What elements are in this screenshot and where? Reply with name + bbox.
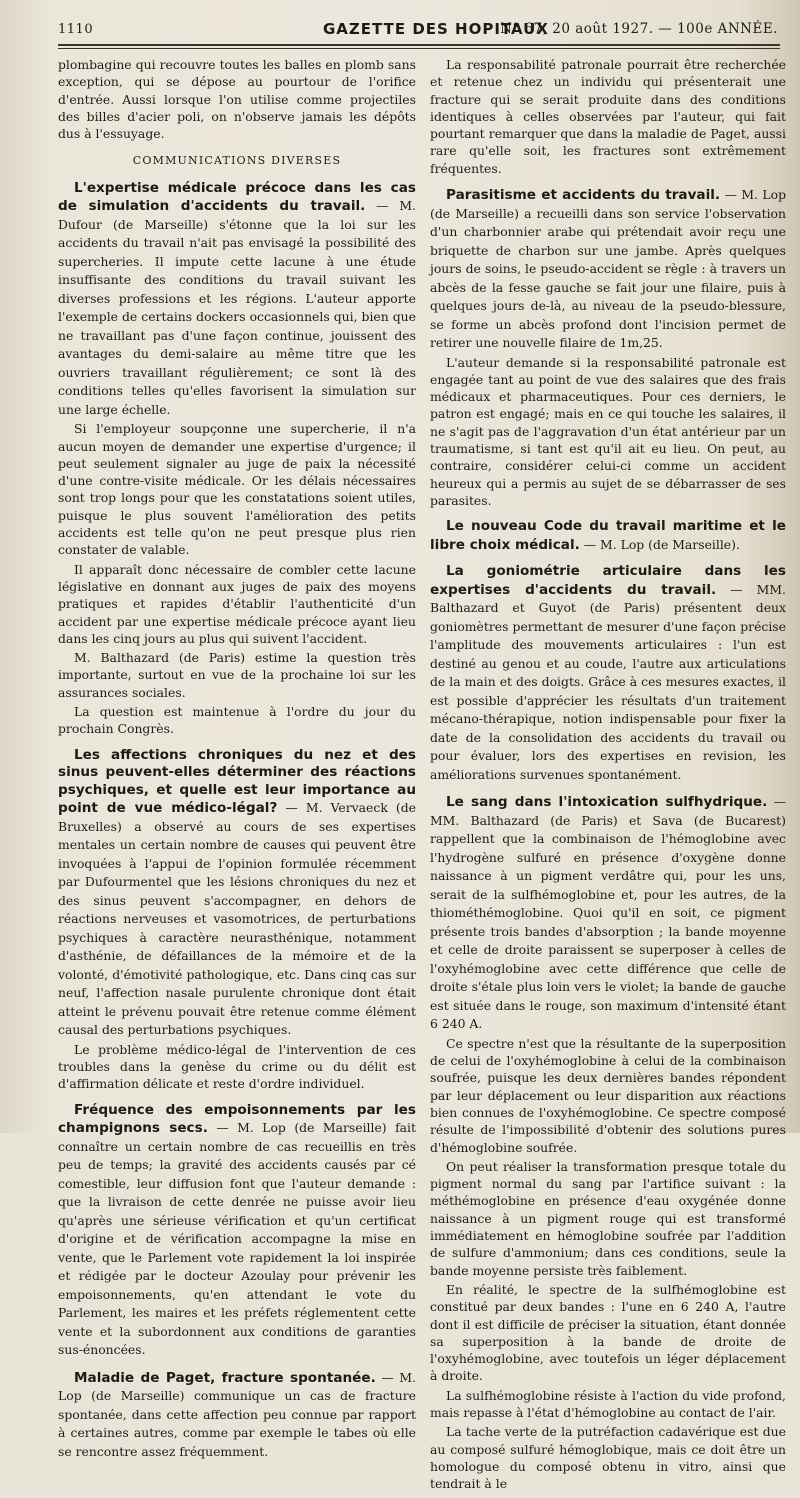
- article-lead: — M. Dufour (de Marseille) s'étonne que la loi sur les accidents du travail n'ait pas envisagé la possibilité des supercheries. Il impute cette lacune à une étude insuffisante des conditions du travail suivant les diverses professions et les régions. L'auteur apporte l'exemple de certains dockers occasionnels qui, bien que ne travaillant pas d'une façon continue, jouissent des avantages du demi-salaire au même titre que les ouvriers travaillant régulièrement; ce sont là des conditions telles qu'elles favorisent la simulation sur une large échelle.: [58, 198, 416, 417]
- article-heading: [58, 1102, 416, 1360]
- right-column: [430, 56, 786, 1498]
- article-title: Maladie de Paget, fracture spontanée.: [74, 1369, 376, 1386]
- article-heading: [58, 1369, 416, 1462]
- article-heading: [58, 180, 416, 420]
- article-affections-nez: [58, 747, 416, 1093]
- article-heading: [430, 793, 786, 1034]
- article-title: La goniométrie articulaire dans les expertises d'accidents du travail.: [430, 563, 786, 598]
- article-title: Les affections chroniques du nez et des sinus peuvent-elles déterminer des réactions psychiques, et quelle est leur importance au point de vue médico-légal?: [58, 746, 416, 817]
- article-lead: — M. Lop (de Marseille) a recueilli dans son service l'observation d'un charbonnier arabe qui prétendait avoir reçu une briquette de charbon sur une jambe. Après quelques jours de soins, le pseudo-accident se règle : à travers un abcès de la fesse gauche se fait jour une filaire, puis à quelques jours de-là, au niveau de la pseudo-blessure, se forme un abcès profond dont l'incision permet de retirer une nouvelle filaire de 1m,25.: [430, 187, 786, 351]
- article-expertise-precoce: [58, 180, 416, 738]
- paragraph: Si l'employeur soupçonne une supercherie, il n'a aucun moyen de demander une expertise d'urgence; il peut seulement signaler au juge de paix la nécessité d'une contre-visite médicale. Or les délais nécessaires sont trop longs pour que les constatations soient utiles, puisque le plus souvent l'amélioration des petits accidents est telle qu'on ne peut presque plus rien constater de valable.: [58, 421, 416, 558]
- issue-info: N° 67, 20 août 1927. — 100e ANNÉE.: [500, 21, 778, 37]
- header-rule: [58, 44, 780, 46]
- paragraph: Ce spectre n'est que la résultante de la superposition de celui de l'oxyhémoglobine à celui de la combinaison soufrée, puisque les deux dernières bandes répondent par leur déplacement ou leur disparition aux réactions bien connues de l'oxyhémoglobine. Ce spectre composé résulte de l'impossibilité d'obtenir des solutions pures d'hémoglobine soufrée.: [430, 1035, 786, 1155]
- article-heading: [58, 747, 416, 1040]
- article-lead: — M. Vervaeck (de Bruxelles) a observé au cours de ses expertises mentales un certain nombre de causes qui peuvent être invoquées à l'appui de l'opinion formulée récemment par Dufourmentel que les lésions chroniques du nez et des sinus peuvent s'accompagner, en dehors de réactions nerveuses et vasomotrices, de perturbations psychiques à caractère neurasthénique, notamment d'asthénie, de défaillances de la mémoire et de la volonté, d'émotivité pathologique, etc. Dans cinq cas sur neuf, l'affection nasale purulente chronique dont était atteint le prévenu pouvait être retenue comme élément causal des perturbations psychiques.: [58, 800, 416, 1038]
- article-lead: — MM. Balthazard (de Paris) et Sava (de Bucarest) rappellent que la combinaison de l'hémoglobine avec l'hydrogène sulfuré en présence d'oxygène donne naissance à un pigment verdâtre qui, pour les uns, serait de la sulfhémoglobine et, pour les autres, de la thiométhémoglobine. Quoi qu'il en soit, ce pigment présente trois bandes d'absorption ; la bande moyenne et celle de droite paraissent se superposer à celles de l'oxyhémoglobine avec cette différence que celle de droite s'étale plus loin vers le violet; la bande de gauche est située dans le rouge, son maximum d'intensité étant 6 240 A.: [430, 794, 786, 1032]
- paragraph: On peut réaliser la transformation presque totale du pigment normal du sang par l'artifice suivant : la méthémoglobine en présence d'eau oxygénée donne naissance à un pigment rouge qui est transformé immédiatement en hémoglobine soufrée par l'addition de sulfure d'ammonium; dans ces conditions, seule la bande moyenne persiste très faiblement.: [430, 1158, 786, 1278]
- article-heading: [430, 563, 786, 784]
- journal-title: GAZETTE DES HOPITAUX: [323, 20, 549, 38]
- paragraph: La sulfhémoglobine résiste à l'action du vide profond, mais repasse à l'état d'hémoglobine au contact de l'air.: [430, 1387, 786, 1420]
- paragraph: En réalité, le spectre de la sulfhémoglobine est constitué par deux bandes : l'une en 6 240 A, l'autre dont il est difficile de préciser la situation, étant donnée sa superposition à la bande de droite de l'oxyhémoglobine, avec toutefois un léger déplacement à droite.: [430, 1281, 786, 1384]
- article-title: Le nouveau Code du travail maritime et le libre choix médical.: [430, 518, 786, 553]
- article-title: L'expertise médicale précoce dans les cas de simulation d'accidents du travail.: [58, 179, 416, 215]
- article-lead: — M. Lop (de Marseille) communique un cas de fracture spontanée, dans cette affection peu connue par rapport à certaines autres, comme par exemple le tabes où elle se rencontre assez fréquemment.: [58, 1369, 416, 1459]
- page-number: 1110: [58, 22, 94, 37]
- article-goniometrie: [430, 563, 786, 784]
- article-title: Fréquence des empoisonnements par les champignons secs.: [58, 1101, 416, 1137]
- page-header: [58, 18, 778, 42]
- article-code-maritime: [430, 518, 786, 554]
- paragraph: Le problème médico-légal de l'intervention de ces troubles dans la genèse du crime ou du délit est d'affirmation délicate et reste d'ordre individuel.: [58, 1041, 416, 1092]
- article-title: Parasitisme et accidents du travail.: [446, 187, 721, 204]
- article-parasitisme: [430, 186, 786, 509]
- right-intro-paragraph: La responsabilité patronale pourrait être recherchée et retenue chez un individu qui présenterait une fracture qui se serait produite dans des conditions identiques à celles observées par l'auteur, qui fait pourtant remarquer que dans la maladie de Paget, aussi rare qu'elle soit, les fractures sont extrêmement fréquentes.: [430, 57, 786, 176]
- paragraph: M. Balthazard (de Paris) estime la question très importante, surtout en vue de la prochaine loi sur les assurances sociales.: [58, 650, 416, 700]
- article-lead: — M. Lop (de Marseille) fait connaître un certain nombre de cas recueillis en très peu de temps; la gravité des accidents causés par cé comestible, leur diffusion font que l'auteur demande : que la livraison de cette denrée ne puisse avoir lieu qu'après une sérieuse vérification et qu'un certificat d'origine et de vérification accompagne la mise en vente, que le Parlement vote rapidement la loi inspirée et rédigée par le docteur Azoulay pour prévenir les empoisonnements, qu'en attendant le vote du Parlement, les maires et les préfets réglementent cette vente et la subordonnent aux conditions de garanties sus-énoncées.: [58, 1120, 416, 1358]
- article-sang-sulfhydrique: [430, 793, 786, 1492]
- left-intro-paragraph: plombagine qui recouvre toutes les balles en plomb sans exception, qui se dépose au pourtour de l'orifice d'entrée. Aussi lorsque l'on utilise comme projectiles des billes d'acier poli, on n'observe jamais les dépôts dus à l'essuyage.: [58, 57, 416, 142]
- article-heading: [430, 518, 786, 554]
- header-rule-thin: [58, 48, 780, 49]
- paragraph: L'auteur demande si la responsabilité patronale est engagée tant au point de vue des salaires que des frais médicaux et pharmaceutiques. Pour ces derniers, le patron est engagé; mais en ce qui touche les salaires, il ne s'agit pas de l'aggravation d'un état antérieur par un traumatisme, si tant est qu'il ait eu lieu. On peut, au contraire, considérer celui-ci comme un accident heureux qui a permis au sujet de se débarrasser de ses parasites.: [430, 354, 786, 508]
- article-champignons: [58, 1102, 416, 1360]
- article-heading: [430, 186, 786, 353]
- article-title: Le sang dans l'intoxication sulfhydrique.: [446, 794, 768, 811]
- article-paget: [58, 1369, 416, 1462]
- section-title: COMMUNICATIONS DIVERSES: [132, 154, 342, 168]
- article-lead: — M. Lop (de Marseille).: [579, 536, 740, 552]
- article-lead: — MM. Balthazard et Guyot (de Paris) présentent deux goniomètres permettant de mesurer d'une façon précise l'amplitude des mouvements articulaires : l'un est destiné au genou et au coude, l'autre aux articulations de la main et des doigts. Grâce à ces mesures exactes, il est possible d'apprécier les résultats d'un traitement mécano-thérapique, notion indispensable pour fixer la date de la consolidation des accidents du travail ou pour évaluer, lors des expertises en revision, les améliorations survenues spontanément.: [430, 581, 786, 782]
- paragraph: Il apparaît donc nécessaire de combler cette lacune législative en donnant aux juges de paix des moyens pratiques et rapides d'établir l'authenticité d'un accident par une expertise médicale précoce ayant lieu dans les cinq jours au plus qui suivent l'accident.: [58, 561, 416, 646]
- paragraph: La tache verte de la putréfaction cadavérique est due au composé sulfuré hémoglobique, mais ce doit être un homologue du composé obtenu in vitro, ainsi que tendrait à le: [430, 1424, 786, 1492]
- paragraph: La question est maintenue à l'ordre du jour du prochain Congrès.: [58, 704, 416, 737]
- left-column: [58, 56, 416, 1467]
